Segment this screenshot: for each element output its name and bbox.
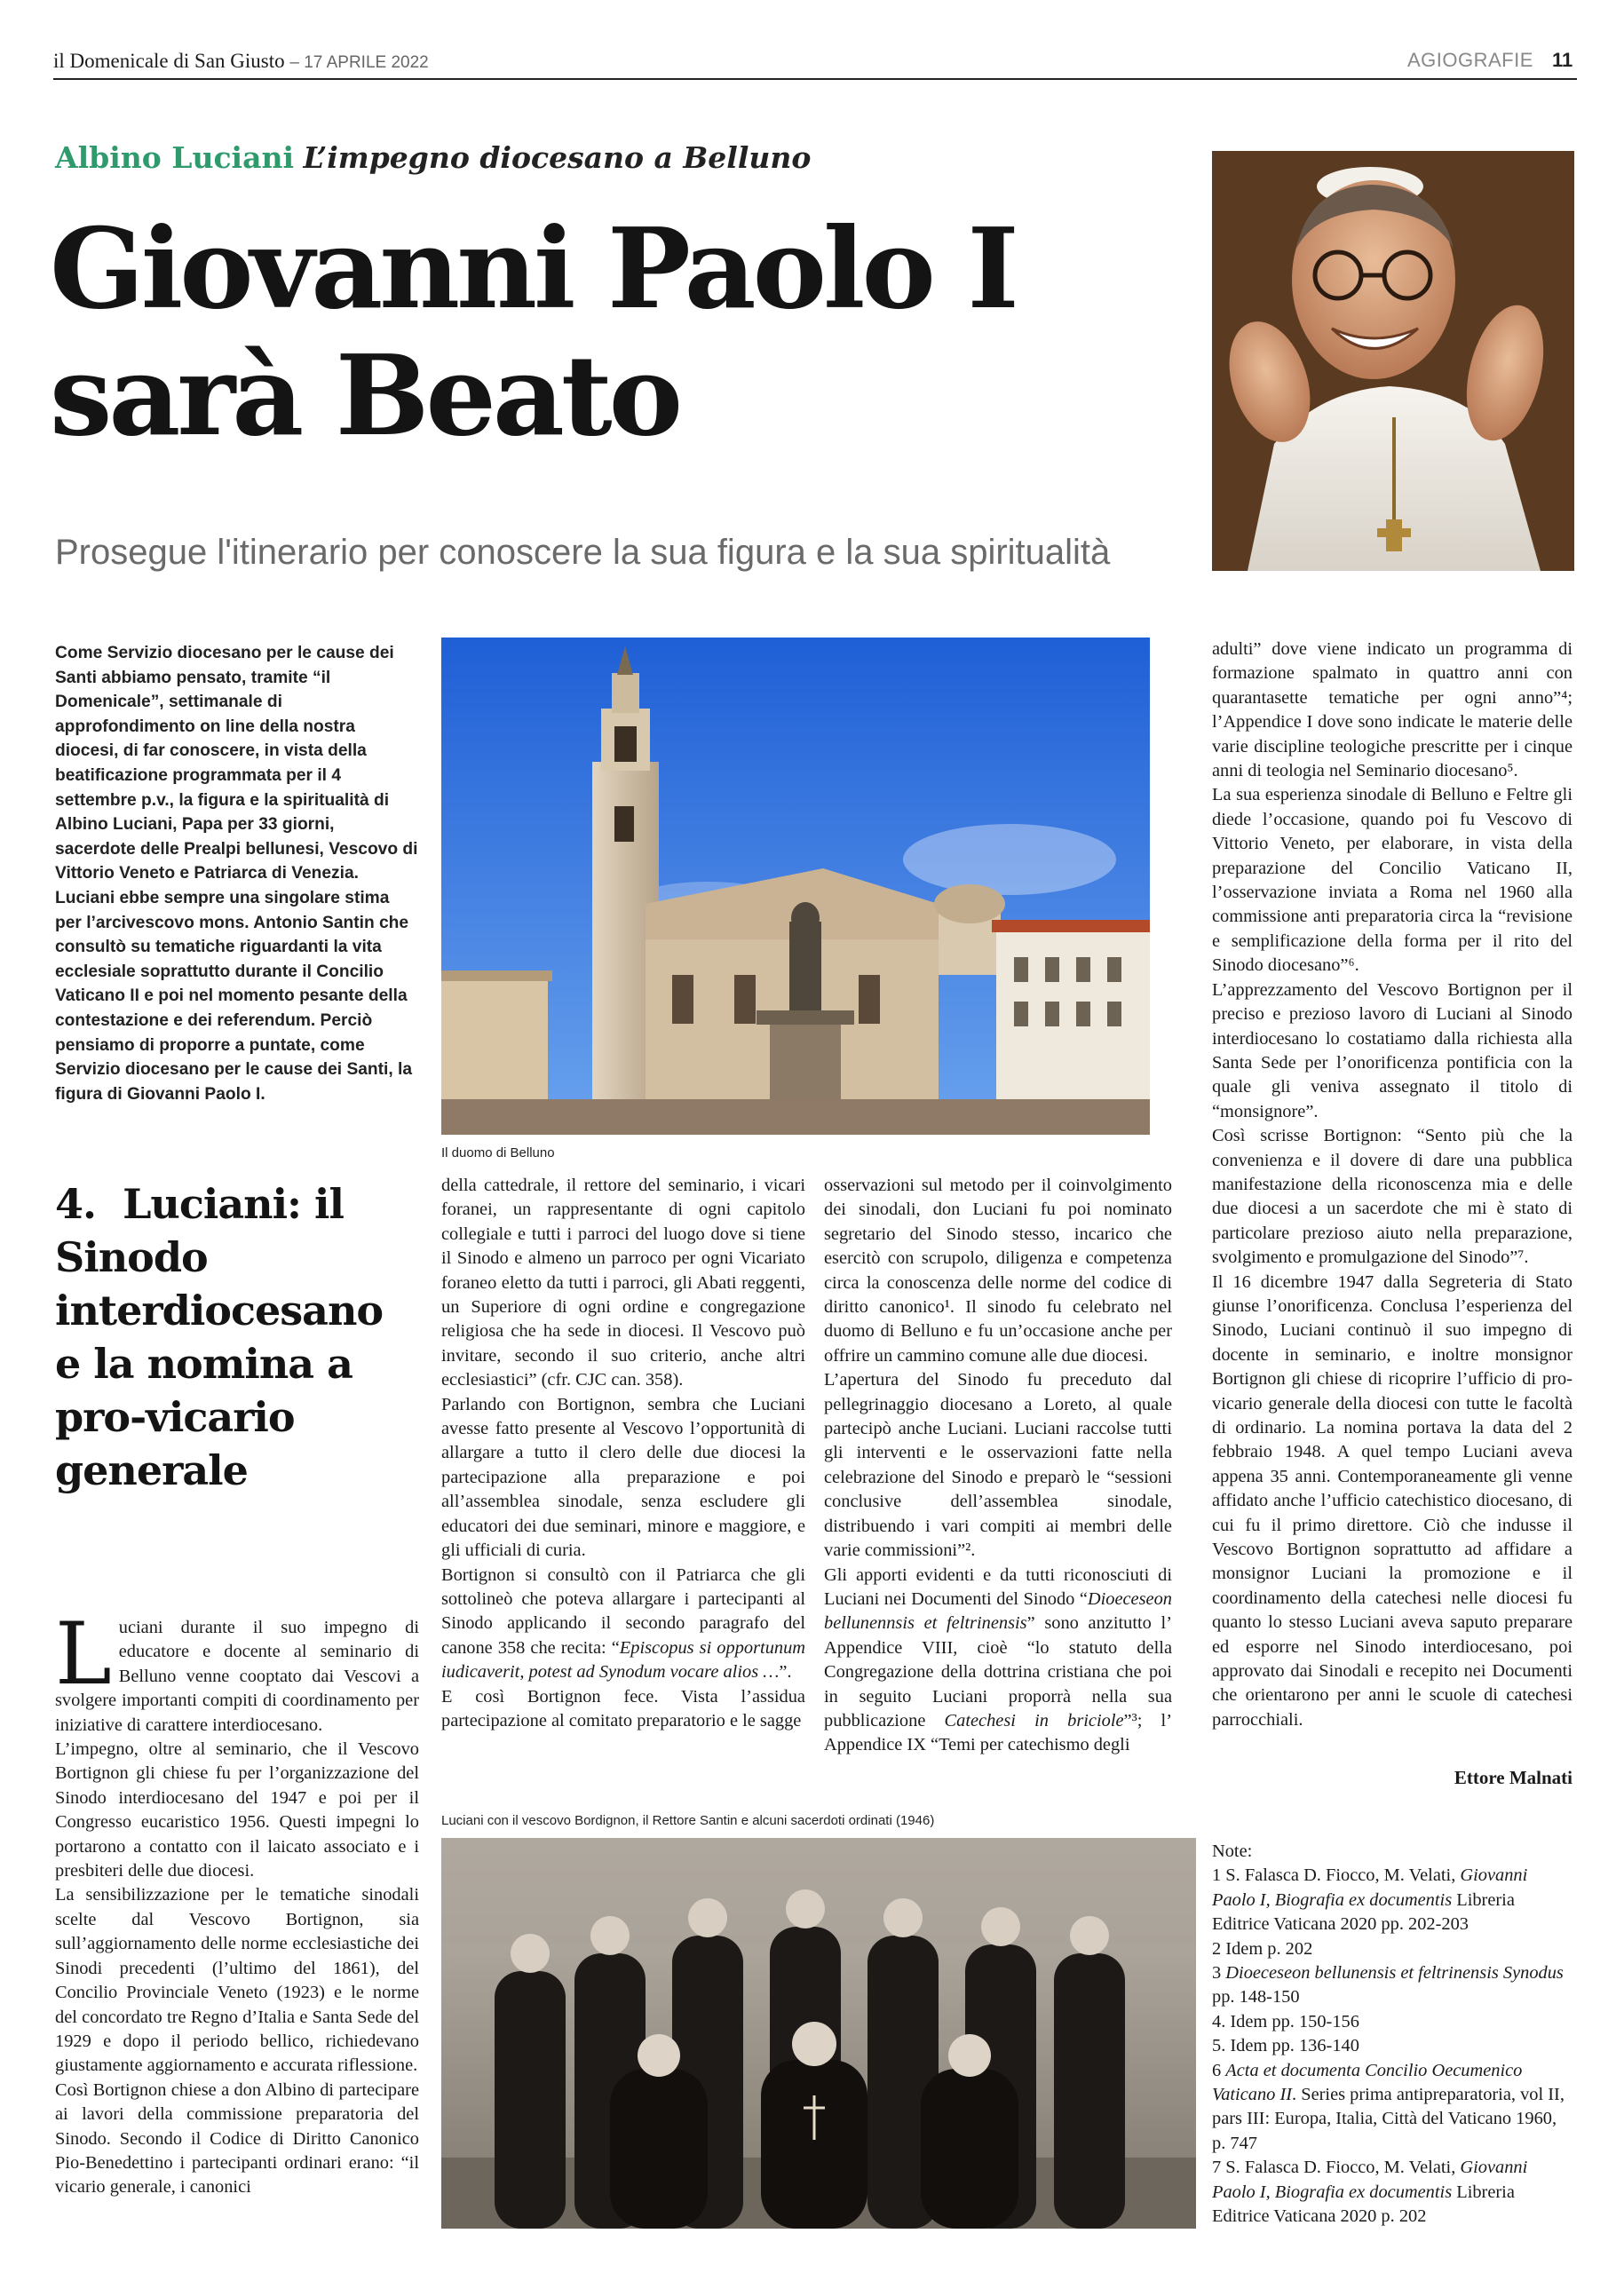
cathedral-caption: Il duomo di Belluno xyxy=(441,1145,555,1160)
section-number: 4. xyxy=(55,1180,97,1228)
portrait-illustration xyxy=(1212,151,1574,571)
body-paragraph: L’impegno, oltre al seminario, che il Vescovo Bortignon gli chiese fu per l’organizzazione del Sinodo interdiocesano del 1947 e poi per il Congresso eucaristico 1956. Questi impegni lo portarono a contatto con il laicato associato e i presbiteri delle due diocesi. xyxy=(55,1739,419,1881)
footnote: 4. Idem pp. 150-156 xyxy=(1212,2011,1359,2031)
drop-cap: L xyxy=(55,1604,112,1704)
body-paragraph: La sua esperienza sinodale di Belluno e Feltre gli diede l’occasione, quando poi fu Vescovo di Vittorio Veneto, per elaborare, in vista della preparazione del Concilio Vaticano II, l’osservazione inviata a Roma nel 1960 alla commissione anti preparatoria circa la “revisione e semplificazione della forma per il rito del Sinodo diocesano”⁶. xyxy=(1212,785,1573,976)
headline-line-2: sarà Beato xyxy=(50,331,680,461)
body-paragraph: La sensibilizzazione per le tematiche sinodali scelte dal Vescovo Bortignon, sia sull’aggiornamento delle norme ecclesiastiche dei Sinodi precedenti (l’ultimo del 1861), del Concilio Provinciale Veneto (1923) e le norme del concordato tre Regno d’Italia e Santa Sede del 1929 e dopo il periodo bellico, richiedevano giustamente aggiornamento e accurata riflessione. xyxy=(55,1885,419,2076)
body-column-3 xyxy=(824,1174,1172,1758)
header-rule xyxy=(53,78,1577,80)
body-column-4 xyxy=(1212,638,1573,1732)
body-paragraph: Gli apporti evidenti e da tutti riconosciuti di Luciani nei Documenti del Sinodo “Dioeceseon bellunennsis et feltrinensis” sono anzitutto l’ Appendice VIII, cioè “lo statuto della Congregazione della dottrina cristiana che poi in seguito Luciani proporrà nella sua pubblicazione Catechesi in briciole”³; l’ Appendice IX “Temi per catechismo degli xyxy=(824,1564,1172,1755)
kicker xyxy=(55,140,811,175)
body-paragraph: Il 16 dicembre 1947 dalla Segreteria di Stato giunse l’onorificenza. Conclusa l’esperienza del Sinodo, Luciani continuò il suo impegno di docente in seminario, e inoltre monsignor Bortignon gli chiese di ricoprire l’ufficio di pro-vicario generale della diocesi con tutte le facoltà di ordinario. La nomina portava la data del 2 febbraio 1948. A quel tempo Luciani aveva appena 35 anni. Contemporaneamente gli venne affidato anche l’ufficio catechistico diocesano, di cui fu il primo direttore. Ciò che indusse il Vescovo Bortignon soprattutto ad affidare a monsignor Luciani la promozione e il coordinamento della catechesi nelle diocesi fu quanto lo stesso Luciani aveva saputo preparare ed esporre nel Sinodo interdiocesano, poi approvato dai Sinodali e recepito nei Documenti che orientarono per anni le scuole di catechesi parrocchiali. xyxy=(1212,1271,1573,1730)
footnote: 2 Idem p. 202 xyxy=(1212,1938,1313,1959)
publication-header xyxy=(53,50,429,73)
body-column-2 xyxy=(441,1174,805,1733)
kicker-name: Albino Luciani xyxy=(55,140,294,175)
body-paragraph: Parlando con Bortignon, sembra che Luciani avesse fatto presente al Vescovo l’opportunità di allargare a tutto il clero delle due diocesi la partecipazione alla preparazione e poi all’assemblea sinodale, senza escludere gli educatori dei due seminari, minore e maggiore, e gli ufficiali di curia. xyxy=(441,1394,805,1561)
headline xyxy=(50,206,1186,460)
group-photo-illustration xyxy=(441,1838,1196,2229)
publication-title: Catechesi in briciole xyxy=(944,1710,1124,1730)
group-photo-caption: Luciani con il vescovo Bordignon, il Rettore Santin e alcuni sacerdoti ordinati (1946) xyxy=(441,1813,935,1828)
cathedral-photo xyxy=(441,638,1150,1135)
footnote: 5. Idem pp. 136-140 xyxy=(1212,2036,1359,2056)
kicker-subject: L’impegno diocesano a Belluno xyxy=(303,140,812,175)
cathedral-illustration xyxy=(441,638,1150,1135)
body-paragraph: Luciani durante il suo impegno di educatore e docente al seminario di Belluno venne cooptato dai Vescovi a svolgere importanti compiti di coordinamento per iniziative di carattere interdiocesano. xyxy=(55,1604,419,1735)
issue-date: – 17 APRILE 2022 xyxy=(289,53,429,72)
body-paragraph: Bortignon si consultò con il Patriarca che gli sottolineò che poteva allargare i partecipanti al Sinodo applicando il secondo paragrafo del canone 358 che recita: “Episcopus si opportunum iudicaverit, potest ad Synodum vocare alios …”. xyxy=(441,1564,806,1683)
portrait-photo xyxy=(1212,151,1574,571)
subheadline: Prosegue l'itinerario per conoscere la sua figura e la sua spiritualità xyxy=(55,533,1111,572)
footnotes xyxy=(1212,1840,1573,2229)
footnotes-label: Note: xyxy=(1212,1841,1253,1861)
document-title: Dioeceseon bellunennsis et feltrinensis xyxy=(824,1588,1172,1634)
group-photo xyxy=(441,1838,1196,2229)
lead-paragraph: Come Servizio diocesano per le cause dei Santi abbiamo pensato, tramite “il Domenicale”, settimanale di approfondimento on line della nostra diocesi, di far conoscere, in vista della beatificazione programmata per il 4 settembre p.v., la figura e la spiritualità di Albino Luciani, Papa per 33 giorni, sacerdote delle Prealpi bellunesi, Vescovo di Vittorio Veneto e Patriarca di Venezia. Luciani ebbe sempre una singolare stima per l’arcivescovo mons. Antonio Santin che consultò su tematiche riguardanti la vita ecclesiale soprattutto durante il Concilio Vaticano II e poi nel momento pesante della contestazione e dei referendum. Perciò pensiamo di proporre a puntate, come Servizio diocesano per le cause dei Santi, la figura di Giovanni Paolo I. xyxy=(55,644,418,1104)
body-paragraph: della cattedrale, il rettore del seminario, i vicari foranei, un rappresentante di ogni capitolo collegiale e tutti i parroci del luogo dove si tiene il Sinodo e almeno un parroco per ogni Vicariato foraneo eletto da tutti i parroci, gli Abati reggenti, un Superiore di ogni ordine e congregazione religiosa che ha sede in diocesi. Il Vescovo può invitare, secondo il suo criterio, anche altri ecclesiastici” (cfr. CJC can. 358). xyxy=(441,1176,805,1390)
body-column-1 xyxy=(55,1604,419,2200)
footnote: 1 S. Falasca D. Fiocco, M. Velati, Giovanni Paolo I, Biografia ex documentis Libreria Editrice Vaticana 2020 pp. 202-203 xyxy=(1212,1865,1528,1935)
footnote: 7 S. Falasca D. Fiocco, M. Velati, Giovanni Paolo I, Biografia ex documentis Libreria Editrice Vaticana 2020 p. 202 xyxy=(1212,2158,1528,2227)
footnote: 6 Acta et documenta Concilio Oecumenico Vaticano II. Series prima antipreparatoria, vol II, pars III: Europa, Italia, Città del Vaticano 1960, p. 747 xyxy=(1212,2060,1565,2153)
headline-line-1: Giovanni Paolo I xyxy=(50,204,1016,334)
publication-name: il Domenicale di San Giusto xyxy=(53,50,285,72)
author-byline: Ettore Malnati xyxy=(1454,1767,1573,1788)
footnote: 3 Dioeceseon bellunensis et feltrinensis Synodus pp. 148-150 xyxy=(1212,1963,1564,2008)
section-heading xyxy=(55,1177,419,1497)
body-paragraph: Così scrisse Bortignon: “Sento più che la convenienza e il dovere di dare una pubblica manifestazione della riconoscenza mia e delle due diocesi a un sacerdote che mi è stato di particolare prezioso aiuto nella preparazione, svolgimento e promulgazione del Sinodo”⁷. xyxy=(1212,1126,1573,1268)
body-paragraph: E così Bortignon fece. Vista l’assidua partecipazione al comitato preparatorio e le sagge xyxy=(441,1686,805,1730)
section-title: Luciani: il Sinodo interdiocesano e la nomina a pro-vicario generale xyxy=(55,1180,384,1494)
body-paragraph: osservazioni sul metodo per il coinvolgimento dei sinodali, don Luciani fu poi nominato segretario del Sinodo stesso, incarico che esercitò con scrupolo, diligenza e competenza circa la conoscenza delle norme del codice di diritto canonico¹. Il sinodo fu celebrato nel duomo di Belluno e fu un’occasione anche per offrire un cammino comune alle due diocesi. xyxy=(824,1176,1172,1366)
section-label: AGIOGRAFIE xyxy=(1407,49,1533,71)
latin-quote: Episcopus si opportunum iudicaverit, potest ad Synodum vocare alios … xyxy=(441,1637,806,1683)
body-paragraph: Così Bortignon chiese a don Albino di partecipare ai lavori della commissione preparatoria del Sinodo. Secondo il Codice di Diritto Canonico Pio-Benedettino i partecipanti ordinari erano: “il vicario generale, i canonici xyxy=(55,2079,419,2198)
body-paragraph: L’apprezzamento del Vescovo Bortignon per il preciso e prezioso lavoro di Luciani al Sinodo interdiocesano lo costatiamo dalla richiesta alla Santa Sede per l’onorificenza pontificia con la quale gli veniva assegnato il titolo di “monsignore”. xyxy=(1212,979,1573,1121)
body-paragraph: L’apertura del Sinodo fu preceduto dal pellegrinaggio diocesano a Loreto, al quale partecipò anche Luciani. Luciani raccolse tutti gli interventi e le osservazioni fatte nella celebrazione del Sinodo e preparò le “sessioni conclusive dell’assemblea sinodale, distribuendo i vari compiti ai membri delle varie commissioni”². xyxy=(824,1370,1172,1561)
body-paragraph: adulti” dove viene indicato un programma di formazione spalmato in quattro anni con quarantasette tematiche per ogni anno”⁴; l’Appendice I dove sono indicate le materie delle varie discipline teologiche prescritte per i cinque anni di teologia nel Seminario diocesano⁵. xyxy=(1212,639,1573,781)
page-number: 11 xyxy=(1552,49,1573,71)
